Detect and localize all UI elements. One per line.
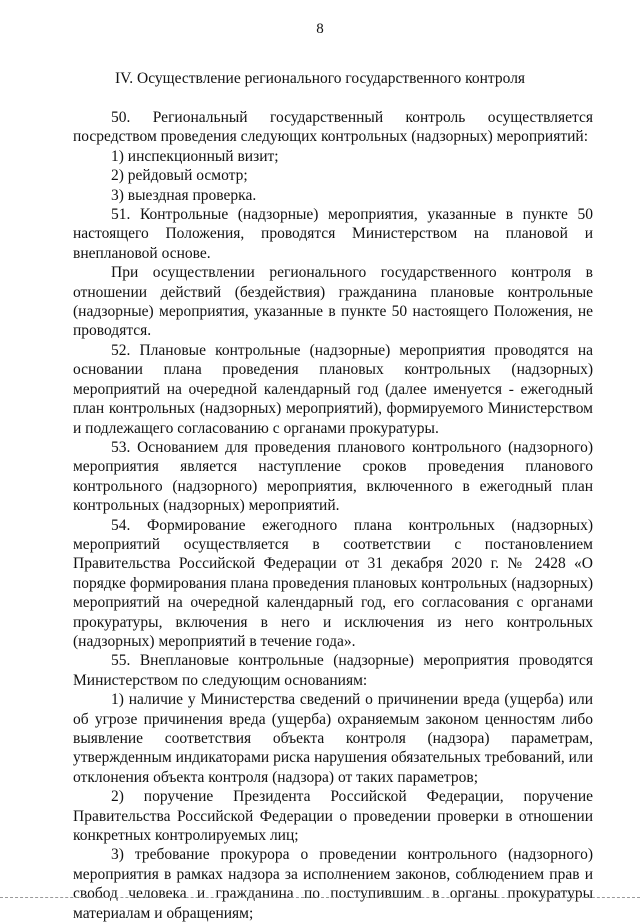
paragraph-55-item-2: 2) поручение Президента Российской Федерации, поручение Правительства Российской Федерации о проведении проверки в отношении конкретных контролируемых лиц; [73,788,593,845]
paragraph-55-item-3: 3) требование прокурора о проведении контрольного (надзорного) мероприятия в рамках надзора за исполнением законов, соблюдением прав и свобод человека и гражданина по поступившим в органы прокуратуры материалам и обращениям; [73,846,593,922]
paragraph-50-item-3: 3) выездная проверка. [111,186,257,204]
paragraph-50-item-2: 2) рейдовый осмотр; [111,167,248,185]
page-number: 8 [316,21,324,37]
document-body [73,108,593,923]
section-title: IV. Осуществление регионального государственного контроля [114,70,526,87]
paragraph-51: 51. Контрольные (надзорные) мероприятия, указанные в пункте 50 настоящего Положения, проводятся Министерством на плановой и внеплановой основе. [73,206,593,262]
scan-bottom-edge [0,897,640,898]
paragraph-51-citizen: При осуществлении регионального государственного контроля в отношении действий (бездействия) гражданина плановые контрольные (надзорные) мероприятия, указанные в пункте 50 настоящего Положения, не проводятся. [73,264,593,340]
paragraph-55-item-1: 1) наличие у Министерства сведений о причинении вреда (ущерба) или об угрозе причинения вреда (ущерба) охраняемым законом ценностям либо выявление соответствия объекта контроля (надзора) параметрам, утвержденным индикаторами риска нарушения обязательных требований, или отклонения объекта контроля (надзора) от таких параметров; [73,691,593,786]
paragraph-50-intro: 50. Региональный государственный контроль осуществляется посредством проведения следующих контрольных (надзорных) мероприятий: [73,109,593,146]
paragraph-50-item-1: 1) инспекционный визит; [111,147,279,165]
paragraph-53: 53. Основанием для проведения планового контрольного (надзорного) мероприятия является наступление сроков проведения планового контрольного (надзорного) мероприятия, включенного в ежегодный план контрольных (надзорных) мероприятий. [73,438,593,515]
paragraph-52: 52. Плановые контрольные (надзорные) мероприятия проводятся на основании плана проведения плановых контрольных (надзорных) мероприятий на очередной календарный год (далее именуется - ежегодный план контрольных (надзорных) мероприятий), формируемого Министерством и подлежащего согласованию с органами прокуратуры. [73,341,593,437]
paragraph-54: 54. Формирование ежегодного плана контрольных (надзорных) мероприятий осуществляется в соответствии с постановлением Правительства Российской Федерации от 31 декабря 2020 г. № 2428 «О порядке формирования плана проведения плановых контрольных (надзорных) мероприятий на очередной календарный год, его согласования с органами прокуратуры, включения в него и исключения из него контрольных (надзорных) мероприятий в течение года». [73,516,593,650]
paragraph-55-intro: 55. Внеплановые контрольные (надзорные) мероприятия проводятся Министерством по следующим основаниям: [73,652,593,689]
